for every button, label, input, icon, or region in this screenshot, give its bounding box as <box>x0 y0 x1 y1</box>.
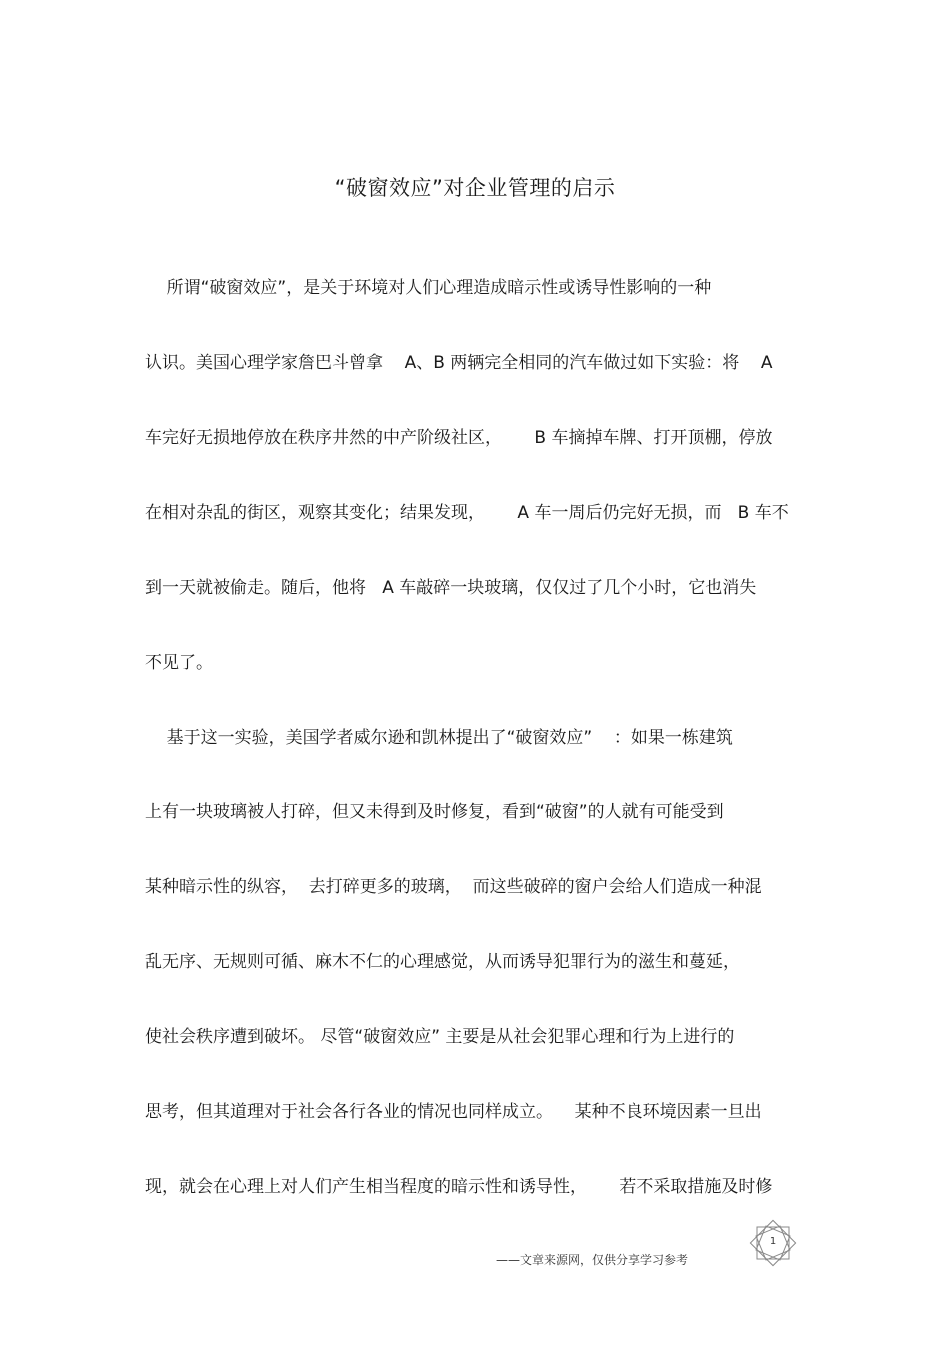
document-title: “破窗效应”对企业管理的启示 <box>334 176 616 200</box>
page-number: 1 <box>769 1236 777 1247</box>
body-line: 认识。美国心理学家詹巴斗曾拿 A、B 两辆完全相同的汽车做过如下实验：将 A <box>145 353 773 373</box>
body-line: 所谓“破窗效应”，是关于环境对人们心理造成暗示性或诱导性影响的一种 <box>145 278 712 298</box>
body-line: 车完好无损地停放在秩序井然的中产阶级社区， B 车摘掉车牌、打开顶棚，停放 <box>145 428 773 448</box>
body-line: 某种暗示性的纵容， 去打碎更多的玻璃， 而这些破碎的窗户会给人们造成一种混 <box>145 877 762 897</box>
body-line: 在相对杂乱的街区，观察其变化；结果发现， A 车一周后仍完好无损，而 B 车不 <box>145 503 789 523</box>
body-line: 现，就会在心理上对人们产生相当程度的暗示性和诱导性， 若不采取措施及时修 <box>145 1177 773 1197</box>
body-line: 使社会秩序遭到破坏。 尽管“破窗效应” 主要是从社会犯罪心理和行为上进行的 <box>145 1027 735 1047</box>
body-line: 上有一块玻璃被人打碎，但又未得到及时修复，看到“破窗”的人就有可能受到 <box>145 802 724 822</box>
body-line: 到一天就被偷走。随后，他将 A 车敲碎一块玻璃，仅仅过了几个小时，它也消失 <box>145 578 757 598</box>
body-line: 不见了。 <box>145 653 213 673</box>
body-line: 思考，但其道理对于社会各行各业的情况也同样成立。 某种不良环境因素一旦出 <box>145 1102 762 1122</box>
body-line: 乱无序、无规则可循、麻木不仁的心理感觉，从而诱导犯罪行为的滋生和蔓延， <box>145 952 740 972</box>
footer-note: ——文章来源网，仅供分享学习参考 <box>496 1253 689 1267</box>
body-line: 基于这一实验，美国学者威尔逊和凯林提出了“破窗效应” ：如果一栋建筑 <box>145 728 733 748</box>
